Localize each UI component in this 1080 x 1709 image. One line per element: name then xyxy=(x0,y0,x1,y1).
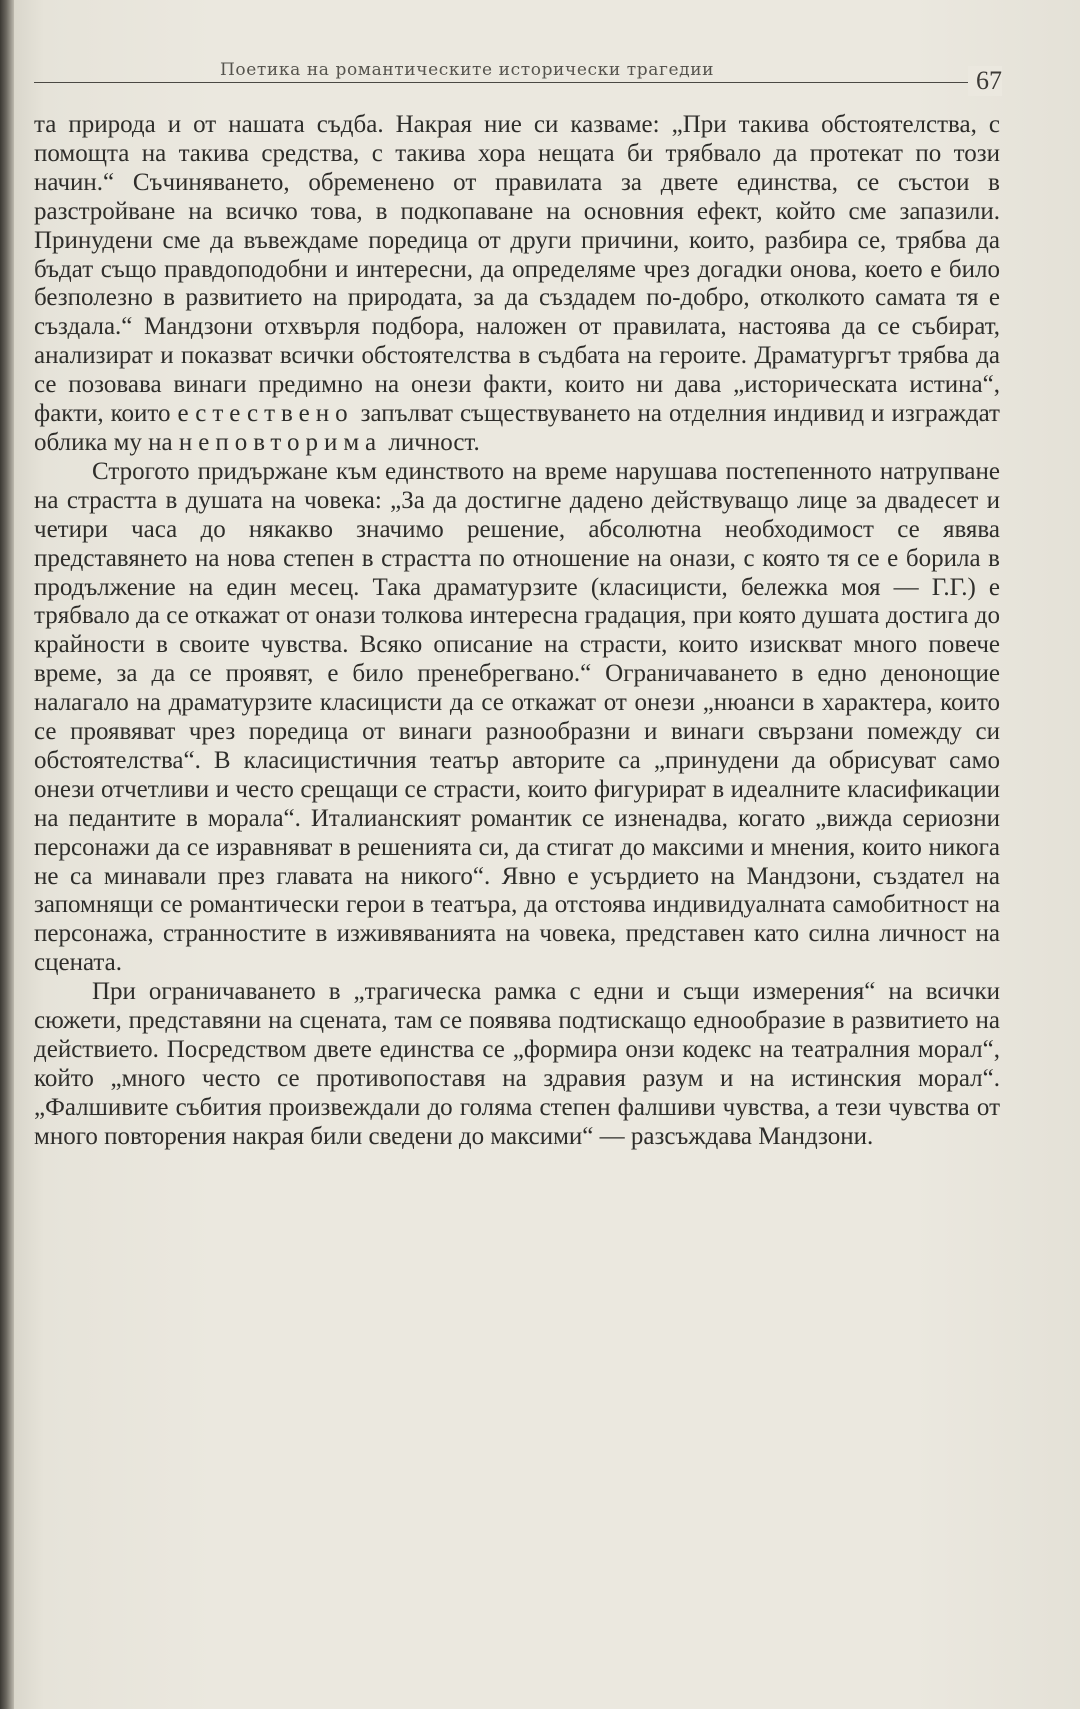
text-run: запълват съществуването на отделния индивид и изграждат облика му на xyxy=(34,400,1000,456)
text-run: личност. xyxy=(382,428,480,456)
header-rule xyxy=(34,82,1000,83)
text-run: та природа и от нашата съдба. Накрая ние си казваме: „При такива обстоятелства, с помощта на такива средства, с такива хора нещата би трябвало да протекат по този начин.“ Съчиняването, обременено от правилата за двете единства, се състои в разстройване на всичко това, в подкопаване на основния ефект, който сме запазили. Принудени сме да въвеждаме поредица от други причини, които, разбира се, трябва да бъдат също правдоподобни и интересни, да определяме чрез догадки онова, което е било безполезно в развитието на природата, за да създадем по-добро, отколкото самата тя е създала.“ Мандзони отхвърля подбора, наложен от правилата, настоява да се събират, анализират и показват всички обстоятелства в съдбата на героите. Драматургът трябва да се позовава винаги предимно на онези факти, които ни дава „историческата истина“, факти, които xyxy=(34,111,1000,428)
emphasized-spaced-word: естествено xyxy=(177,400,354,428)
running-title: Поетика на романтическите исторически трагедии xyxy=(212,60,722,80)
book-page xyxy=(14,0,1080,1709)
book-binding-shadow xyxy=(0,0,14,1709)
body-text xyxy=(34,111,1000,1152)
text-run: При ограничаването в „трагическа рамка с едни и същи измерения“ на всички сюжети, представяни на сцената, там се появява подтискащо еднообразие в развитието на действието. Посредством двете единства се „формира онзи кодекс на театралния морал“, който „много често се противопоставя на здравия разум и на истинския морал“. „Фалшивите събития произвеждали до голяма степен фалшиви чувства, а тези чувства от много повторения накрая били сведени до максими“ — разсъждава Мандзони. xyxy=(34,978,1000,1150)
paragraph xyxy=(34,111,1000,458)
paragraph xyxy=(34,458,1000,978)
paragraph xyxy=(34,978,1000,1151)
page-number: 67 xyxy=(968,66,1002,96)
text-run: Строгото придържане към единството на време нарушава постепенното натрупване на страстта в душата на човека: „За да достигне дадено действуващо лице за двадесет и четири часа до някакво значимо решение, абсолютна необходимост се явява представянето на нова степен в страстта по отношение на онази, с която тя се е борила в продължение на един месец. Така драматурзите (класицисти, бележка моя — Г.Г.) е трябвало да се откажат от онази толкова интересна градация, при която душата достига до крайности в своите чувства. Всяко описание на страсти, които изискват много повече време, за да се проявят, е било пренебрегвано.“ Ограничаването в едно денонощие налагало на драматурзите класицисти да се откажат от онези „нюанси в характера, които се проявяват чрез поредица от винаги разнообразни и винаги свързани помежду си обстоятелства“. В класицистичния театър авторите са „принудени да обрисуват само онези отчетливи и често срещащи се страсти, които фигурират в идеалните класификации на педантите в морала“. Италианският романтик се изненадва, когато „вижда сериозни персонажи да се изравняват в решенията си, да стигат до максими и мнения, които никога не са минавали през главата на никого“. Явно е усърдието на Мандзони, създател на запомнящи се романтически герои в театъра, да отстоява индивидуалната самобитност на персонажа, странностите в изживяванията на човека, представен като силна личност на сцената. xyxy=(34,457,1000,977)
running-head xyxy=(34,58,1000,98)
emphasized-spaced-word: неповторима xyxy=(178,428,383,456)
